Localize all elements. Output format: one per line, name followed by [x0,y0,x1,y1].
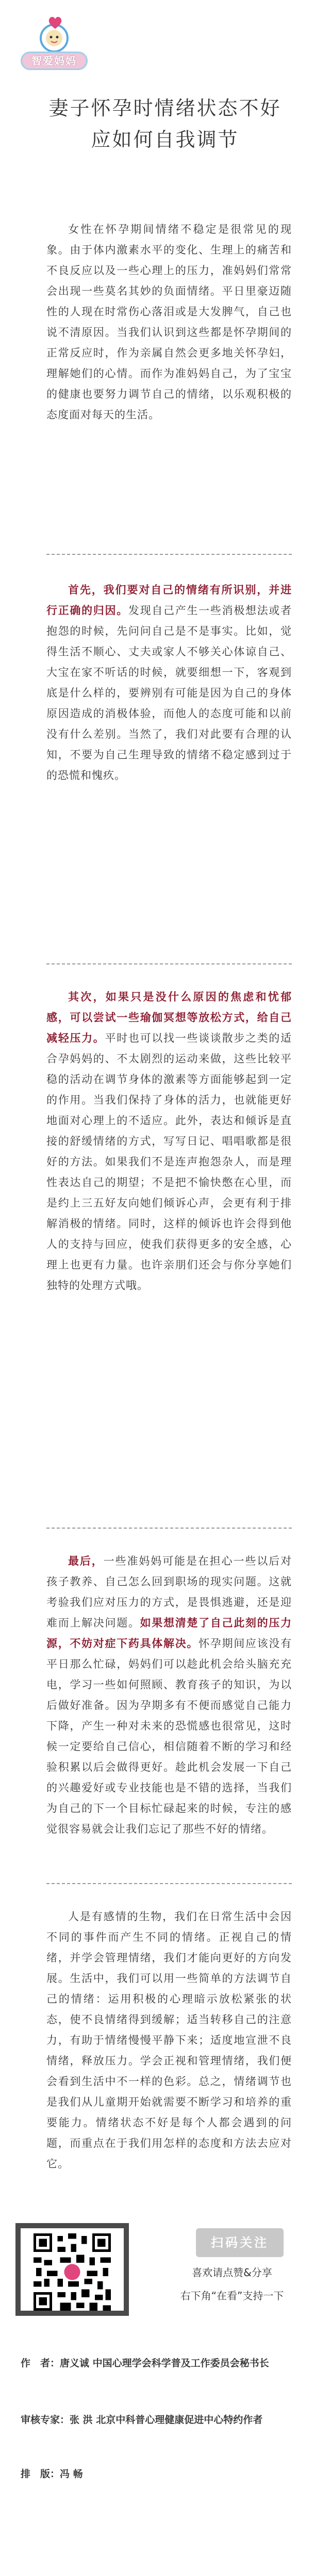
section-third-text [46,1551,292,1839]
intro-text: 女性在怀孕期间情绪不稳定是很常见的现象。由于体内激素水平的变化、生理上的痛苦和不良反应以及一些心理上的压力，准妈妈们常常会出现一些莫名其妙的负面情绪。平日里豪迈随性的人现在时常伤心落泪或是大发脾气，自己也说不清原因。当我们认识到这些都是怀孕期间的正常反应时，作为亲属自然会更多地关怀孕妇，理解她们的心情。而作为准妈妈自己，为了宝宝的健康也要努力调节自己的情绪，以乐观积极的态度面对每天的生活。 [46,223,292,421]
section-third-body-2: 怀孕期间应该没有平日那么忙碌，妈妈们可以趁此机会给头脑充充电，学习一些如何照顾、教育孩子的知识，为以后做好准备。因为孕期多有不便而感觉自己能力下降，产生一种对未来的恐慌感也很常见，这时候一定要给自己信心，相信随着不断的学习和经验积累以后会做得更好。趁此机会发展一下自己的兴趣爱好或专业技能也是不错的选择，当我们为自己的下一个目标忙碌起来的时候，专注的感觉很容易就会让我们忘记了那些不好的情绪。 [46,1637,292,1835]
title-line-1: 妻子怀孕时情绪状态不好 [48,97,282,120]
cta-like-share: 喜欢请点赞&分享 [192,2266,272,2279]
credit-layout-value: 冯 畅 [60,2468,83,2480]
section-divider [46,1528,292,1529]
section-third-highlight: 如果想清楚了自己此刻的压力源，不妨对症下药具体解决。 [46,1616,292,1650]
article-title [0,93,330,156]
credit-author-value: 唐义诚 中国心理学会科学普及工作委员会秘书长 [60,2358,269,2369]
section-first-text [46,580,292,786]
section-third [46,1551,292,1839]
section-second-highlight: 其次，如果只是没什么原因的焦虑和忧郁感，可以尝试一些瑜伽冥想等放松方式，给自己减轻压力。 [46,990,292,1044]
credit-layout-label: 排 版： [21,2468,60,2480]
section-divider [46,554,292,555]
brand-logo [15,15,93,72]
section-divider [46,1883,292,1884]
section-conclusion [46,1906,292,2174]
section-second-text [46,987,292,1296]
credit-author [21,2354,315,2372]
follow-label: 扫码关注 [196,2228,284,2257]
section-first [46,580,292,786]
credit-author-label: 作 者： [21,2358,60,2369]
credit-reviewer [21,2411,315,2429]
qr-code-icon [31,2233,113,2311]
brand-badge: 智爱妈妈 [21,52,88,70]
section-divider [46,963,292,964]
cta-watching: 右下角“在看”支持一下 [180,2290,284,2302]
section-first-highlight: 首先，我们要对自己的情绪有所识别，并进行正确的归因。 [46,583,292,617]
credit-layout [21,2465,315,2483]
section-third-body-1: 一些准妈妈可能是在担心一些以后对孩子教养、自己怎么回到职场的现实问题。这就考验我们应对压力的方式，是畏惧逃避，还是迎难而上解决问题。 [46,1555,292,1629]
credit-reviewer-label: 审核专家： [21,2414,70,2426]
heart-icon [47,15,63,30]
section-conclusion-text: 人是有感情的生物，我们在日常生活中会因不同的事件而产生不同的情绪。正视自己的情绪，并学会管理情绪，我们才能向更好的方向发展。生活中，我们可以用一些简单的方法调节自己的情绪：运用积极的心理暗示放松紧张的状态，使不良情绪得到缓解；适当转移自己的注意力，有助于情绪慢慢平静下来；适度地宣泄不良情绪，释放压力。学会正视和管理情绪，我们便会看到生活中不一样的色彩。总之，情绪调节也是我们从儿童期开始就需要不断学习和培养的重要能力。情绪状态不好是每个人都会遇到的问题，而重点在于我们用怎样的态度和方法去应对它。 [46,1910,292,2170]
section-second [46,987,292,1296]
section-first-body: 发现自己产生一些消极想法或者抱怨的时候，先问问自己是不是事实。比如，觉得生活不顺心、丈夫或家人不够关心体谅自己、大宝在家不听话的时候，就要细想一下，客观到底是什么样的，要辨别有可能是因为自己的身体原因造成的消极体验，而他人的态度可能和以前没有什么差别。当然了，我们对此要有合理的认知，不要为自己生理导致的情绪不稳定感到过于的恐慌和愧疚。 [46,604,292,782]
title-line-2: 应如何自我调节 [91,128,239,151]
intro-paragraph [46,219,292,425]
qr-code[interactable] [15,2223,129,2316]
section-third-lead: 最后， [68,1554,104,1567]
credit-reviewer-value: 张 洪 北京中科普心理健康促进中心特约作者 [70,2414,263,2426]
section-second-body: 平时也可以找一些谈谈散步之类的适合孕妈妈的、不太剧烈的运动来做，这些比较平稳的活动在调节身体的激素等方面能够起到一定的作用。当我们保持了身体的活力，也就能更好地面对心理上的不适应。此外，表达和倾诉是直接的舒缓情绪的方式，写写日记、唱唱歌都是很好的方法。如果我们不是连声抱怨杂人，而是理性表达自己的期望；不是把不愉快憋在心里，而是约上三五好友向她们倾诉心声，会更有利于排解消极的情绪。同时，这样的倾诉也许会得到他人的支持与回应，使我们获得更多的安全感，心理上也更有力量。也许亲朋们还会与你分享她们独特的处理方式哦。 [46,1032,292,1292]
